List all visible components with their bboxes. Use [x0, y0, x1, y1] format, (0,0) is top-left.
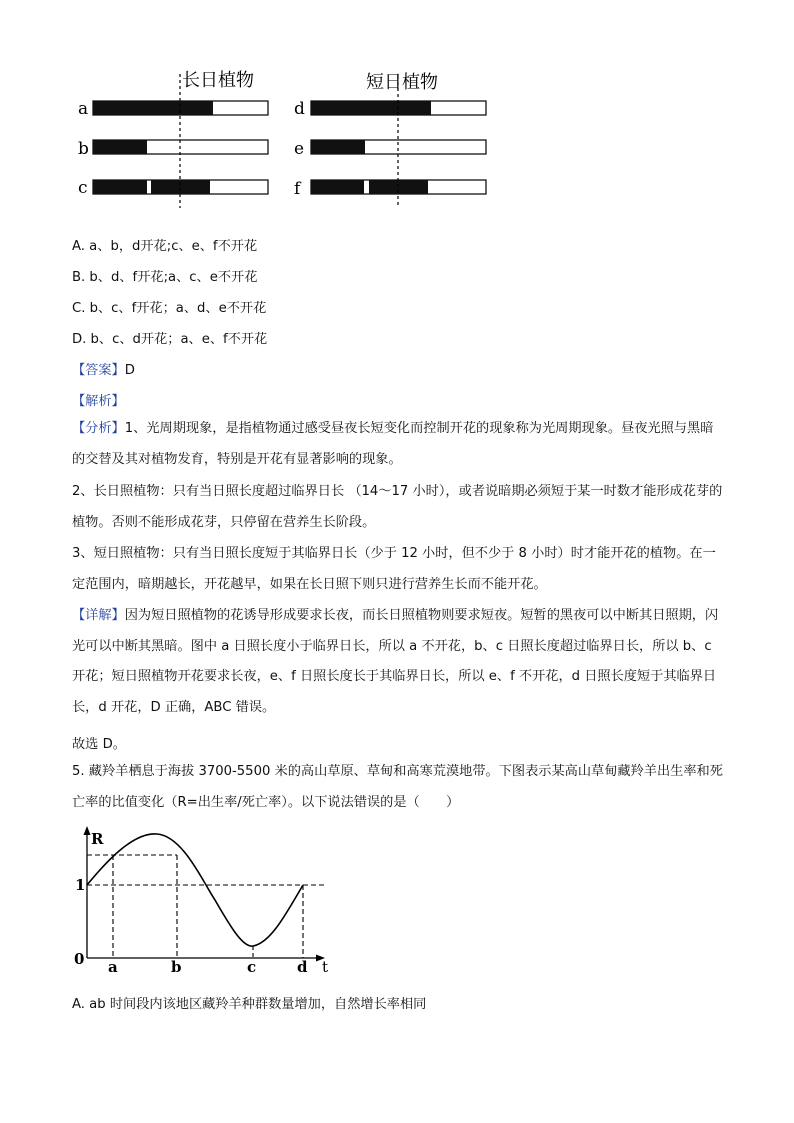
- detail-text: 因为短日照植物的花诱导形成要求长夜，而长日照植物则要求短夜。短暂的黑夜可以中断其日照期，闪光可以中断其黑暗。图中 a 日照长度小于临界日长，所以 a 不开花，b、c 日照长度超过临界日长，所以 b、c 开花；短日照植物开花要求长夜，e、f 日照长度长于其临界日长，所以 e、f 不开花，d 日照长度短于其临界日长，d 开花，D 正确，ABC 错误。: [72, 608, 719, 715]
- analysis-tag: 【解析】: [72, 394, 125, 409]
- fenxi-tag: 【分析】: [72, 421, 125, 436]
- label-d: d: [294, 99, 305, 119]
- label-e: e: [294, 139, 305, 159]
- label-zero: 0: [74, 950, 85, 968]
- answer-text: D: [124, 363, 135, 378]
- r-curve-figure: [65, 822, 350, 982]
- mark-b: b: [171, 958, 182, 976]
- conclusion-line: 故选 D。: [72, 737, 126, 752]
- r-curve: [87, 834, 303, 946]
- answer-line: [72, 359, 135, 378]
- answer-tag: 【答案】: [72, 363, 125, 378]
- short-day-title: 短日植物: [366, 72, 438, 93]
- y-axis-arrow: [84, 826, 91, 835]
- y-label: R: [91, 830, 104, 848]
- mark-d: d: [297, 958, 308, 976]
- question-5-option-a: A. ab 时间段内该地区藏羚羊种群数量增加，自然增长率相同: [72, 997, 427, 1012]
- analysis-line: [72, 390, 125, 409]
- detail-tag: 【详解】: [72, 608, 125, 623]
- label-a: a: [78, 99, 89, 119]
- fenxi-text: 1、光周期现象，是指植物通过感受昼夜长短变化而控制开花的现象称为光周期现象。昼夜光照与黑暗的交替及其对植物发育，特别是开花有显著影响的现象。: [72, 421, 714, 467]
- label-b: b: [78, 139, 89, 159]
- question-5-text: 5. 藏羚羊栖息于海拔 3700-5500 米的高山草原、草甸和高寒荒漠地带。下图表示某高山草甸藏羚羊出生率和死亡率的比值变化（R=出生率/死亡率）。以下说法错误的是（ ）: [72, 764, 723, 810]
- point-2-paragraph: 2、长日照植物：只有当日照长度超过临界日长 （14～17 小时），或者说暗期必须短于某一时数才能形成花芽的植物。否则不能形成花芽，只停留在营养生长阶段。: [72, 484, 723, 530]
- detail-paragraph: [72, 601, 724, 723]
- option-d: D. b、c、d开花；a、e、f不开花: [72, 332, 268, 347]
- mark-a: a: [108, 958, 118, 976]
- label-one: 1: [75, 876, 86, 894]
- t-label: t: [322, 958, 329, 976]
- fenxi-paragraph: [72, 414, 724, 475]
- option-c: C. b、c、f开花；a、d、e不开花: [72, 301, 267, 316]
- option-a: A. a、b，d开花;c、e、f不开花: [72, 239, 258, 254]
- option-b: B. b、d、f开花;a、c、e不开花: [72, 270, 258, 285]
- long-day-title: 长日植物: [182, 70, 254, 91]
- point-3-paragraph: 3、短日照植物：只有当日照长度短于其临界日长（少于 12 小时，但不少于 8 小时）时才能开花的植物。在一定范围内，暗期越长，开花越早，如果在长日照下则只进行营养生长而不能开花。: [72, 546, 716, 592]
- label-c: c: [78, 178, 88, 198]
- mark-c: c: [247, 958, 257, 976]
- photoperiod-figure: [60, 60, 510, 215]
- label-f: f: [294, 179, 301, 199]
